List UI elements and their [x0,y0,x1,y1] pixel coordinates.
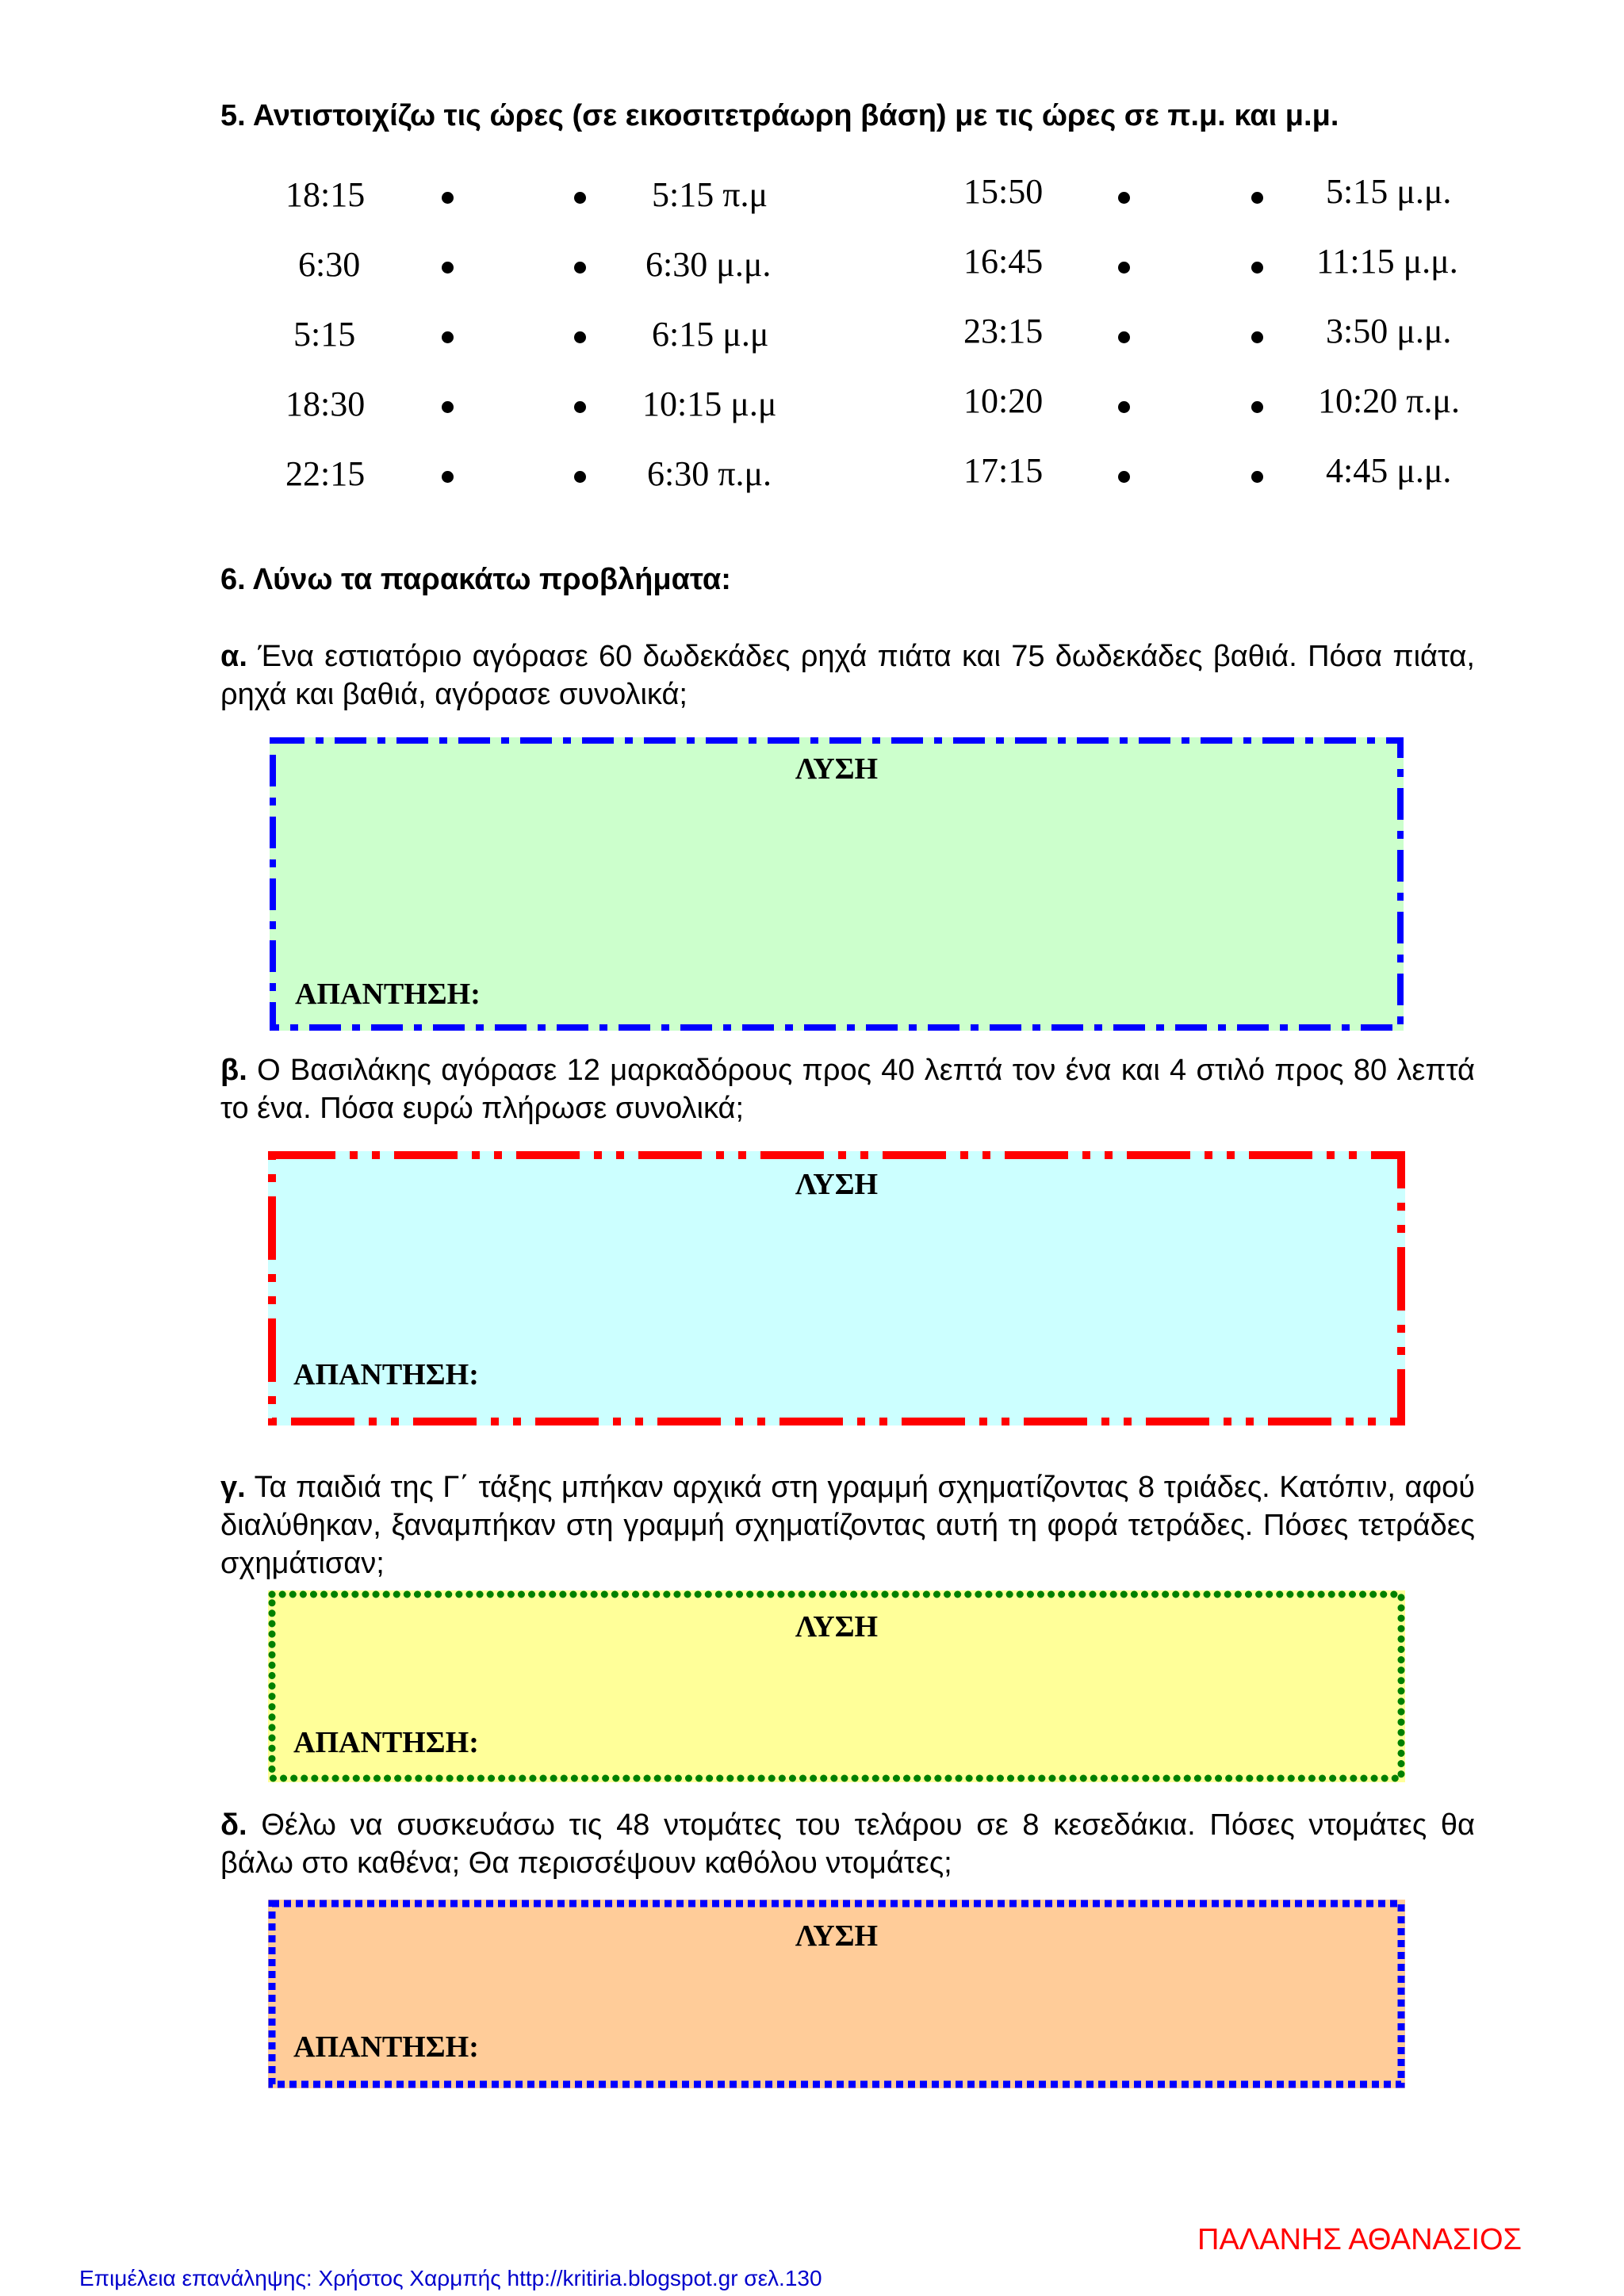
match-dot[interactable] [574,401,586,413]
answer-label: ΑΠΑΝΤΗΣΗ: [295,978,481,1011]
solution-label: ΛΥΣΗ [795,1168,879,1201]
time-ampm: 3:50 μ.μ. [1326,312,1452,350]
time-24h: 16:45 [963,242,1044,281]
answer-box-b[interactable] [268,1151,1405,1425]
problem-label: α. [220,640,247,673]
time-ampm: 10:20 π.μ. [1318,381,1461,420]
answer-box-a[interactable] [270,737,1404,1031]
time-ampm: 10:15 μ.μ [642,385,777,423]
time-ampm: 4:45 μ.μ. [1326,451,1452,490]
time-ampm: 6:30 π.μ. [647,454,772,493]
solution-label: ΛΥΣΗ [795,1610,879,1644]
match-dot[interactable] [442,262,454,274]
question-6-title: 6. Λύνω τα παρακάτω προβλήματα: [220,563,731,596]
match-dot[interactable] [442,331,454,343]
solution-label: ΛΥΣΗ [795,1919,879,1953]
time-ampm: 6:30 μ.μ. [645,245,772,284]
time-ampm: 11:15 μ.μ. [1316,242,1458,281]
problem-b [220,1051,1475,1127]
answer-box-d[interactable] [268,1900,1405,2088]
problem-a [220,637,1475,714]
match-dot[interactable] [574,331,586,343]
problem-text: Ο Βασιλάκης αγόρασε 12 μαρκαδόρους προς 40 λεπτά τον ένα και 4 στιλό προς 80 λεπτά το ένα. Πόσα ευρώ πλήρωσε συνολικά; [220,1054,1476,1125]
match-dot[interactable] [574,262,586,274]
match-dot[interactable] [1251,331,1263,343]
problem-label: γ. [220,1471,246,1504]
solution-label: ΛΥΣΗ [795,752,879,786]
time-ampm: 5:15 μ.μ. [1326,172,1452,211]
answer-label: ΑΠΑΝΤΗΣΗ: [293,1358,479,1391]
match-dot[interactable] [1118,192,1130,204]
match-dot[interactable] [1251,471,1263,483]
match-dot[interactable] [574,192,586,204]
problem-label: δ. [220,1808,247,1842]
time-24h: 18:30 [285,385,366,423]
time-24h: 10:20 [963,381,1044,420]
answer-label: ΑΠΑΝΤΗΣΗ: [293,1726,479,1759]
match-dot[interactable] [1118,331,1130,343]
author-name: ΠΑΛΑΝΗΣ ΑΘΑΝΑΣΙΟΣ [1197,2223,1522,2256]
match-dot[interactable] [1118,401,1130,413]
time-24h: 5:15 [293,315,356,354]
footer-credit: Επιμέλεια επανάληψης: Χρήστος Χαρμπής http://kritiria.blogspot.gr σελ.130 [79,2266,822,2290]
time-24h: 23:15 [963,312,1044,350]
problem-d [220,1806,1475,1882]
problem-text: Θέλω να συσκευάσω τις 48 ντομάτες του τελάρου σε 8 κεσεδάκια. Πόσες ντομάτες θα βάλω στο καθένα; Θα περισσέψουν καθόλου ντομάτες; [220,1808,1475,1880]
match-dot[interactable] [1251,401,1263,413]
match-dot[interactable] [442,401,454,413]
time-24h: 6:30 [298,245,361,284]
time-24h: 22:15 [285,454,366,493]
match-dot[interactable] [442,192,454,204]
problem-label: β. [220,1054,247,1087]
time-24h: 15:50 [963,172,1044,211]
time-24h: 18:15 [285,175,366,214]
match-dot[interactable] [442,471,454,483]
answer-box-c[interactable] [268,1590,1405,1782]
time-ampm: 5:15 π.μ [652,175,768,214]
problem-c [220,1468,1475,1582]
problem-text: Ένα εστιατόριο αγόρασε 60 δωδεκάδες ρηχά πιάτα και 75 δωδεκάδες βαθιά. Πόσα πιάτα, ρηχά και βαθιά, αγόρασε συνολικά; [220,640,1475,711]
time-ampm: 6:15 μ.μ [652,315,769,354]
match-dot[interactable] [1251,262,1263,274]
match-dot[interactable] [574,471,586,483]
problem-text: Τα παιδιά της Γ΄ τάξης μπήκαν αρχικά στη γραμμή σχηματίζοντας 8 τριάδες. Κατόπιν, αφού διαλύθηκαν, ξαναμπήκαν στη γραμμή σχηματίζοντας αυτή τη φορά τετράδες. Πόσες τετράδες σχημάτισαν; [220,1471,1475,1580]
question-5-title: 5. Αντιστοιχίζω τις ώρες (σε εικοσιτετράωρη βάση) με τις ώρες σε π.μ. και μ.μ. [220,99,1339,132]
match-dot[interactable] [1251,192,1263,204]
match-dot[interactable] [1118,471,1130,483]
match-dot[interactable] [1118,262,1130,274]
time-24h: 17:15 [963,451,1044,490]
answer-label: ΑΠΑΝΤΗΣΗ: [293,2030,479,2064]
